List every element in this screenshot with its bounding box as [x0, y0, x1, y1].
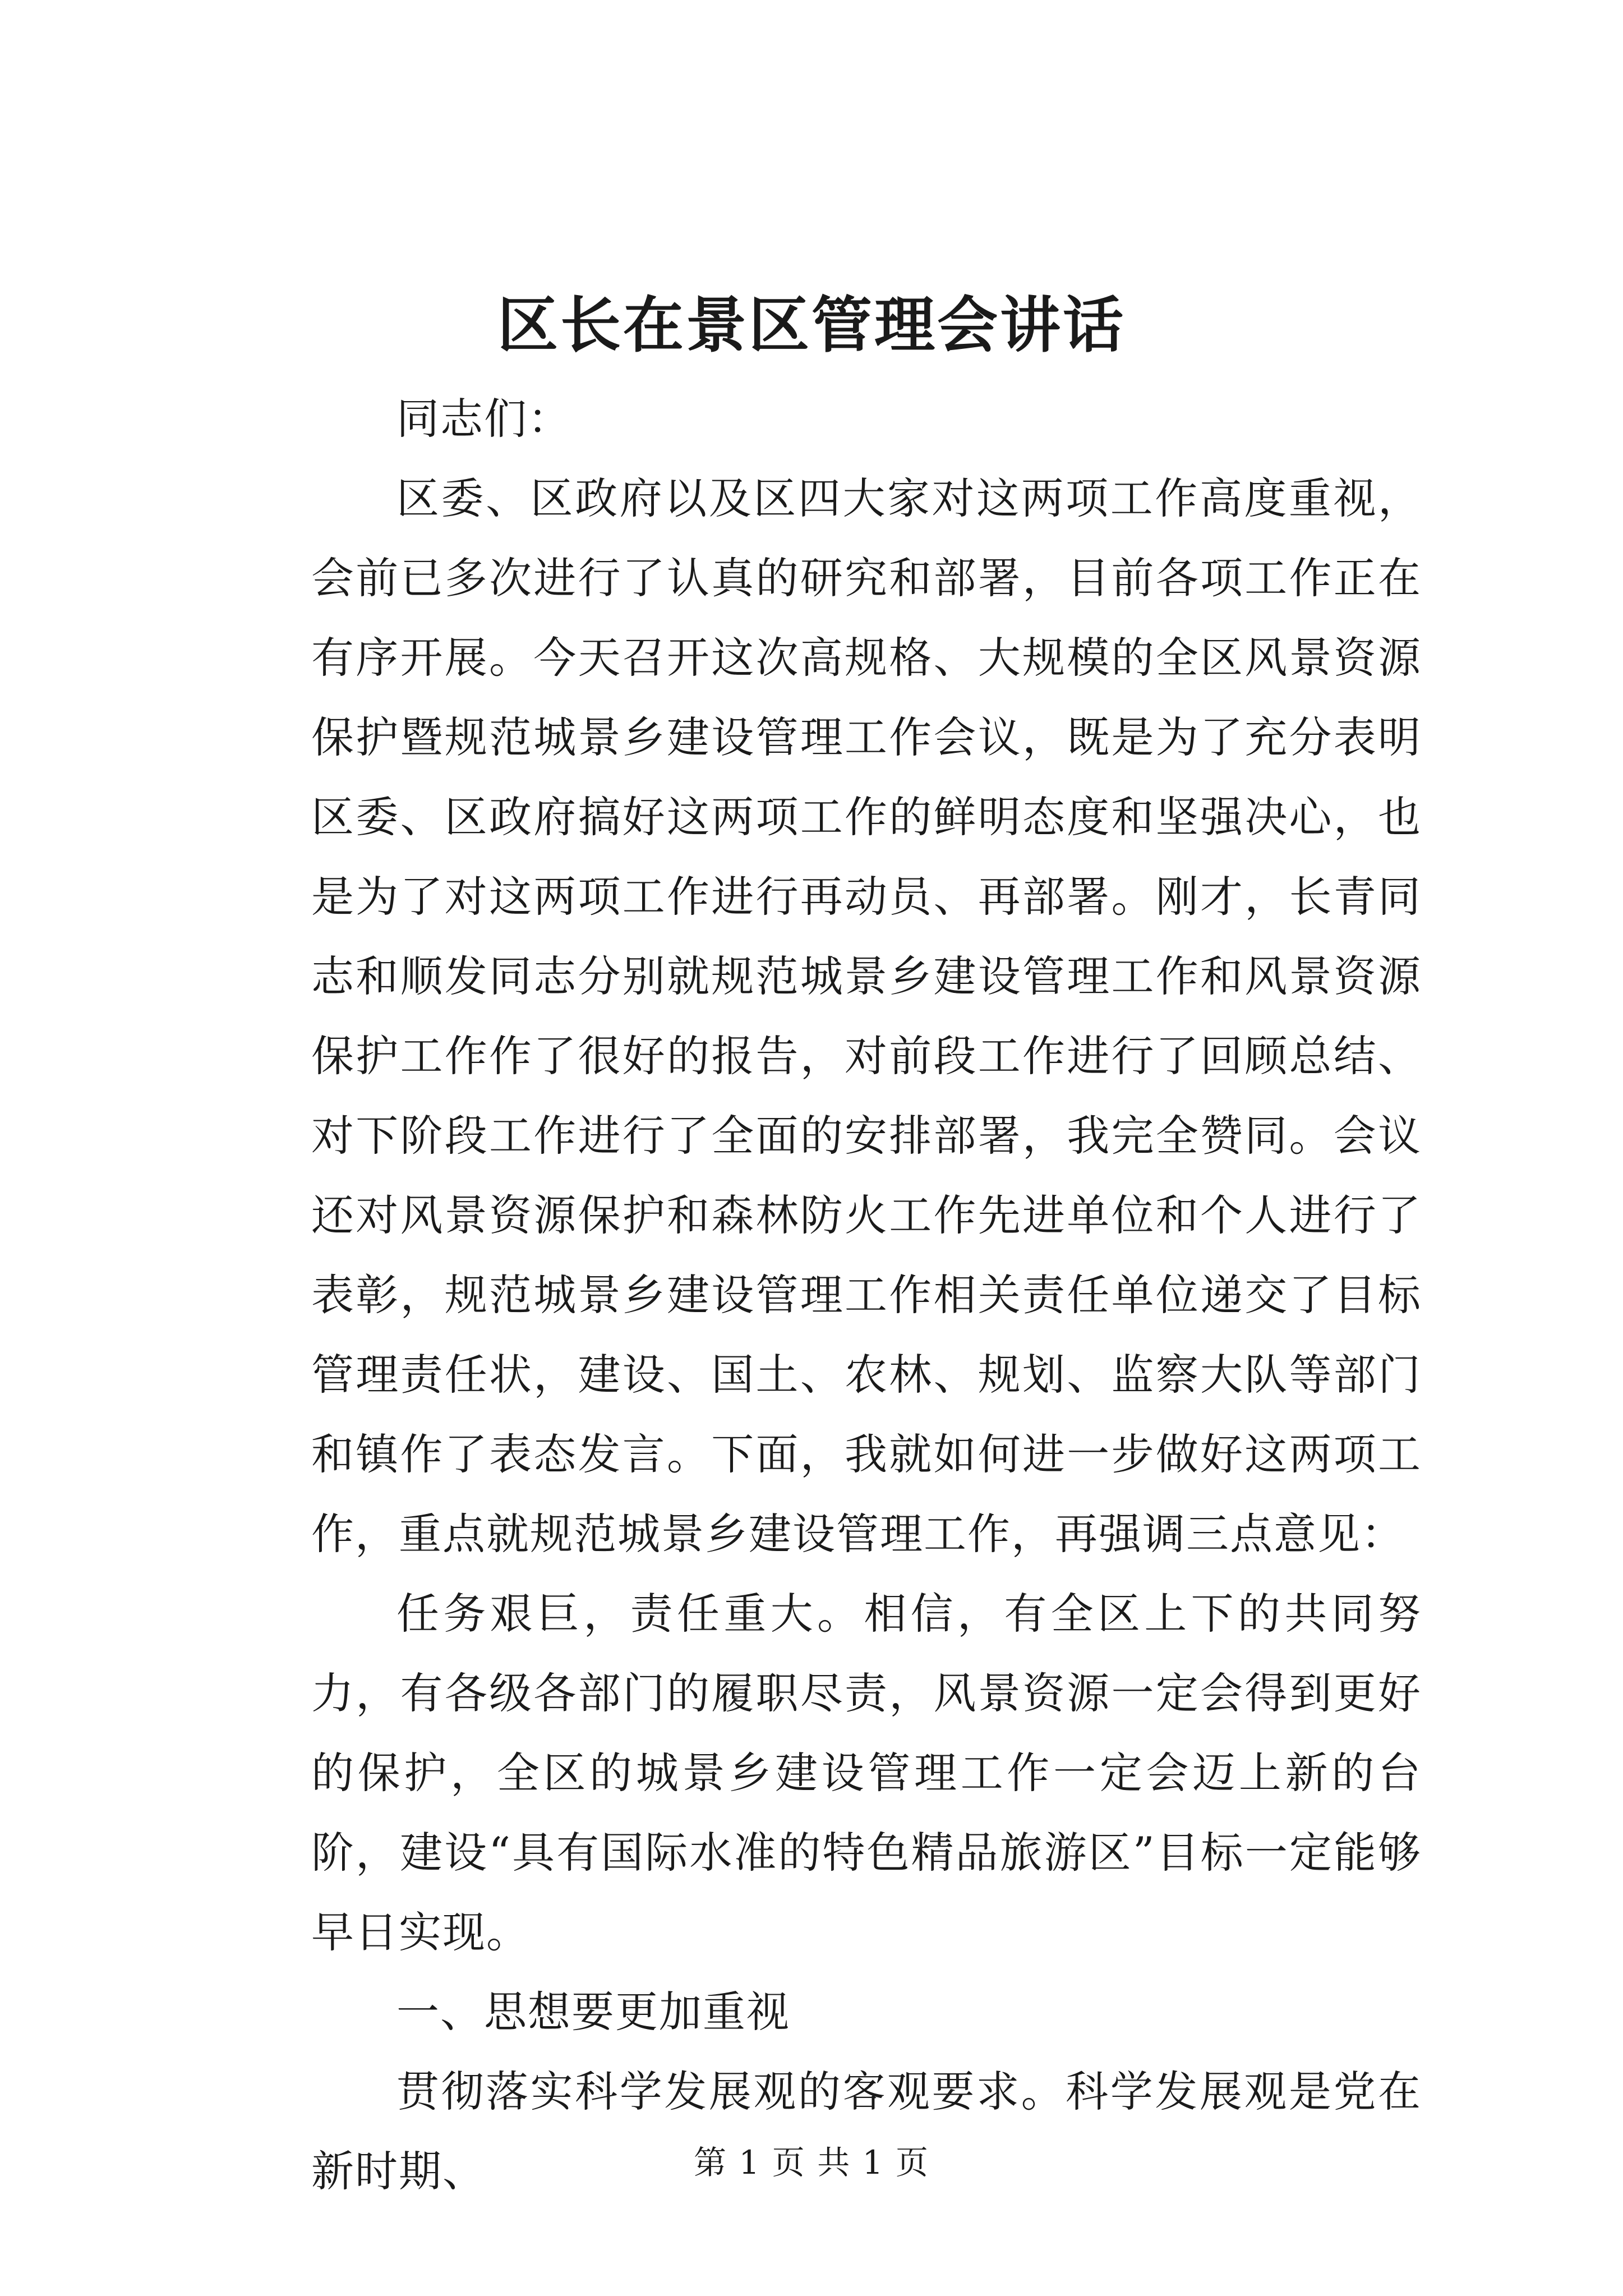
page-number-footer: 第 1 页 共 1 页 — [694, 2143, 929, 2182]
document-body — [311, 379, 1422, 2211]
paragraph-tasks: 任务艰巨，责任重大。相信，有全区上下的共同努力，有各级各部门的履职尽责，风景资源一定会得到更好的保护，全区的城景乡建设管理工作一定会迈上新的台阶，建设“具有国际水准的特色精品旅游区”目标一定能够早日实现。 — [311, 1589, 1422, 1957]
paragraph-section-1: 贯彻落实科学发展观的客观要求。科学发展观是党在新时期、 — [311, 2067, 1422, 2196]
section-heading-1: 一、思想要更加重视 — [396, 1987, 790, 2037]
paragraph-intro: 区委、区政府以及区四大家对这两项工作高度重视，会前已多次进行了认真的研究和部署，目前各项工作正在有序开展。今天召开这次高规格、大规模的全区风景资源保护暨规范城景乡建设管理工作会议，既是为了充分表明区委、区政府搞好这两项工作的鲜明态度和坚强决心，也是为了对这两项工作进行再动员、再部署。刚才，长青同志和顺发同志分别就规范城景乡建设管理工作和风景资源保护工作作了很好的报告，对前段工作进行了回顾总结、对下阶段工作进行了全面的安排部署，我完全赞同。会议还对风景资源保护和森林防火工作先进单位和个人进行了表彰，规范城景乡建设管理工作相关责任单位递交了目标管理责任状，建设、国土、农林、规划、监察大队等部门和镇作了表态发言。下面，我就如何进一步做好这两项工作，重点就规范城景乡建设管理工作，再强调三点意见： — [311, 473, 1422, 1559]
document-title: 区长在景区管理会讲话 — [497, 290, 1126, 361]
salutation: 同志们： — [396, 394, 571, 444]
